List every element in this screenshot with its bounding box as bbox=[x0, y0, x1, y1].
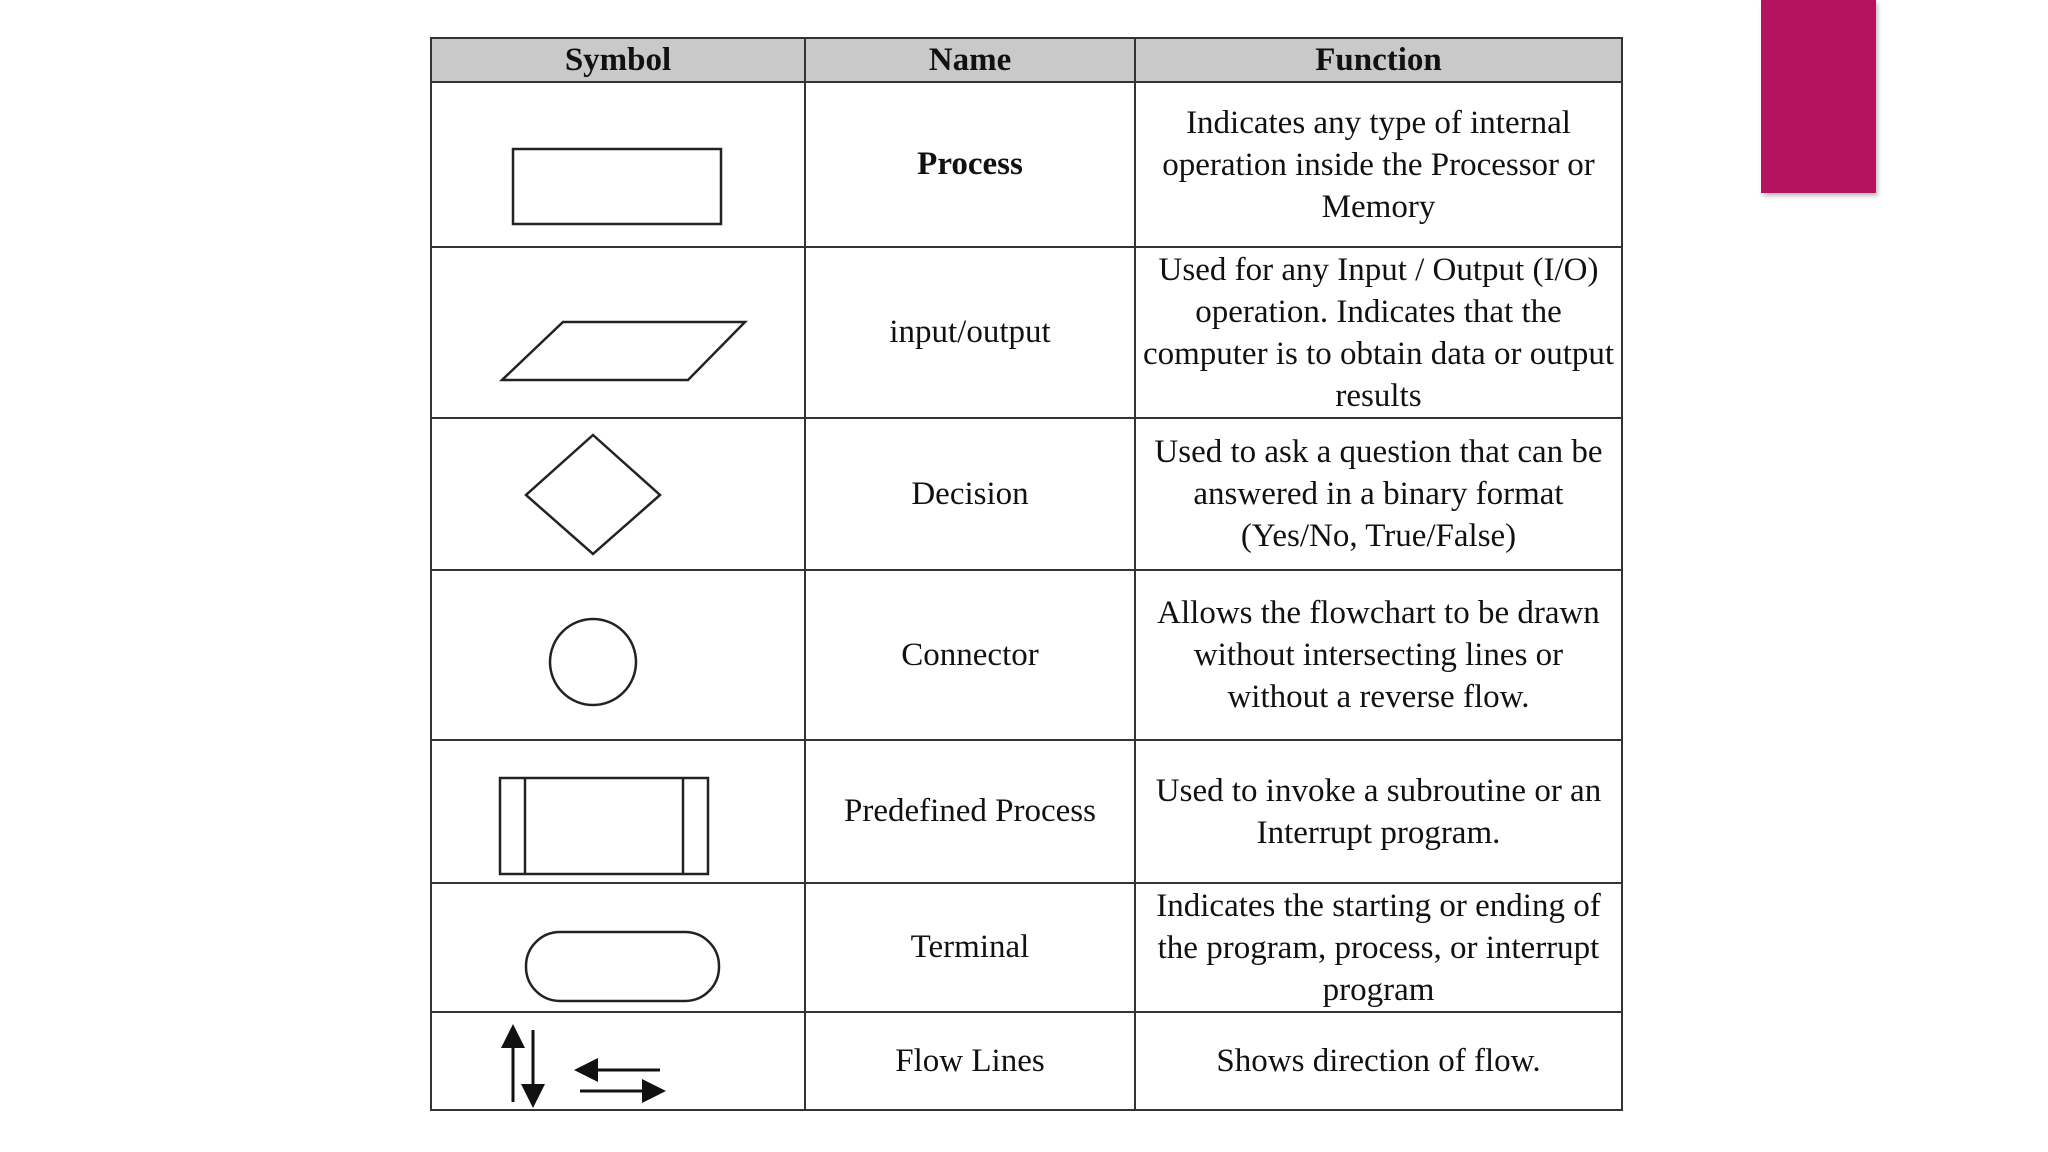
name-cell: Flow Lines bbox=[805, 1012, 1135, 1110]
table-row bbox=[431, 418, 1622, 570]
table-row bbox=[431, 82, 1622, 247]
symbol-cell bbox=[431, 247, 805, 418]
flow-lines-arrows-icon bbox=[438, 1014, 808, 1108]
function-cell: Allows the flowchart to be drawn without intersecting lines or without a reverse flow. bbox=[1135, 570, 1622, 740]
connector-circle-icon bbox=[438, 572, 808, 738]
symbol-cell bbox=[431, 418, 805, 570]
table-row bbox=[431, 1012, 1622, 1110]
table-row bbox=[431, 740, 1622, 883]
header-symbol: Symbol bbox=[431, 38, 805, 82]
symbol-cell bbox=[431, 570, 805, 740]
function-cell: Shows direction of flow. bbox=[1135, 1012, 1622, 1110]
table-row bbox=[431, 883, 1622, 1012]
terminal-rounded-icon bbox=[438, 885, 808, 1010]
header-function: Function bbox=[1135, 38, 1622, 82]
name-cell: Predefined Process bbox=[805, 740, 1135, 883]
decision-diamond-icon bbox=[438, 420, 808, 568]
process-rectangle-icon bbox=[438, 84, 808, 245]
name-cell: Process bbox=[805, 82, 1135, 247]
symbol-cell bbox=[431, 82, 805, 247]
function-cell: Used to invoke a subroutine or an Interrupt program. bbox=[1135, 740, 1622, 883]
symbol-cell bbox=[431, 883, 805, 1012]
symbol-cell bbox=[431, 1012, 805, 1110]
predefined-process-icon bbox=[438, 742, 808, 881]
name-cell: Decision bbox=[805, 418, 1135, 570]
function-cell: Indicates any type of internal operation inside the Processor or Memory bbox=[1135, 82, 1622, 247]
function-cell: Used to ask a question that can be answered in a binary format (Yes/No, True/False) bbox=[1135, 418, 1622, 570]
name-cell: Terminal bbox=[805, 883, 1135, 1012]
name-cell: Connector bbox=[805, 570, 1135, 740]
name-cell: input/output bbox=[805, 247, 1135, 418]
flowchart-symbols-table bbox=[430, 37, 1623, 1111]
table-row bbox=[431, 247, 1622, 418]
accent-bar bbox=[1761, 0, 1876, 193]
header-name: Name bbox=[805, 38, 1135, 82]
input-output-parallelogram-icon bbox=[438, 249, 808, 416]
symbol-cell bbox=[431, 740, 805, 883]
table-header-row bbox=[431, 38, 1622, 82]
function-cell: Indicates the starting or ending of the program, process, or interrupt program bbox=[1135, 883, 1622, 1012]
function-cell: Used for any Input / Output (I/O) operation. Indicates that the computer is to obtain data or output results bbox=[1135, 247, 1622, 418]
table-row bbox=[431, 570, 1622, 740]
